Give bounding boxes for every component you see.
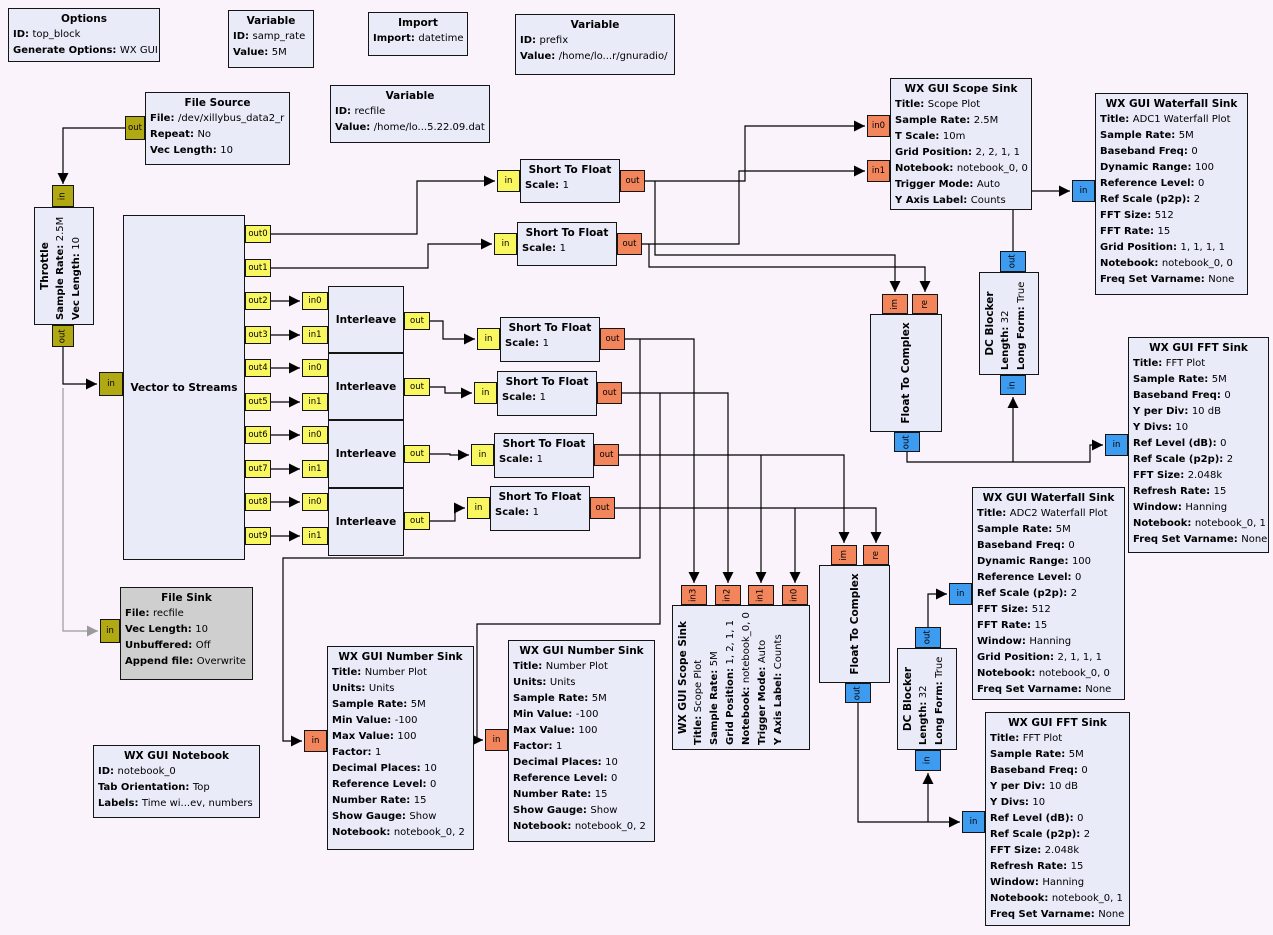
param-line: ID: samp_rate [233,31,306,42]
param-line: Value: 5M [233,47,287,58]
param-line: Min Value: -100 [513,709,599,720]
block-title: File Source [184,97,251,109]
port-vts-out4[interactable]: out4 [245,359,271,377]
port-int3-in0[interactable]: in0 [302,426,328,444]
port-ftc1-im[interactable]: im [882,294,908,314]
wire-dcb2-waterfall2[interactable] [928,594,947,627]
block-params [373,31,463,47]
param-line: Units: Units [513,677,576,688]
wire-int2-stf4[interactable] [430,387,472,393]
param-line: Number Rate: 15 [513,789,608,800]
param-line: Sample Rate: 2.5M [895,115,999,126]
param-line: Decimal Places: 10 [332,763,437,774]
block-dc-blocker-2[interactable] [897,648,957,750]
port-vts-out7[interactable]: out7 [245,460,271,478]
block-params [520,33,670,65]
port-throttle-out[interactable]: out [52,325,74,347]
block-params [513,659,650,835]
block-variable-prefix[interactable] [515,14,675,75]
block-params [332,665,469,841]
param-line: Title: FFT Plot [1133,358,1206,369]
block-float-to-complex-1[interactable] [870,314,942,432]
param-line: Ref Scale (p2p): 2 [977,588,1078,599]
param-line: Baseband Freq: 0 [1133,390,1231,401]
port-int3-out[interactable]: out [404,445,430,463]
param-line: Y per Div: 10 dB [1133,406,1221,417]
port-scope2-in1[interactable]: in1 [748,585,774,605]
param-line: Length: 32 [1000,310,1011,370]
port-dcb2-out[interactable]: out [915,627,941,648]
param-line: Scale: 1 [525,180,569,191]
port-stf1-in[interactable]: in [497,170,520,192]
param-line: Vec Length: 10 [125,624,208,635]
param-line: Show Gauge: Show [513,805,618,816]
param-line: Title: Scope Plot [895,99,981,110]
block-params [125,606,248,670]
port-stf6-in[interactable]: in [467,497,490,519]
param-line: Grid Position: 2, 2, 1, 1 [895,147,1020,158]
block-short-to-float-4[interactable] [497,371,597,416]
block-title: WX GUI FFT Sink [1149,342,1248,354]
port-file-source-out[interactable]: out [125,116,145,140]
param-line: Scale: 1 [499,454,543,465]
port-ftc2-im[interactable]: im [831,545,857,565]
block-title: File Sink [161,592,212,604]
wire-stf6-ftc2-re[interactable] [615,508,876,543]
block-title: Short To Float [525,227,609,239]
param-line: Sample Rate: 5M [977,524,1071,535]
block-float-to-complex-2[interactable] [819,565,890,683]
param-line: Labels: Time wi...ev, numbers [98,798,253,809]
param-line: Factor: 1 [332,747,382,758]
param-line: Reference Level: 0 [332,779,437,790]
port-scope1-in0[interactable]: in0 [867,115,890,137]
wire-ftc1-fft1[interactable] [907,445,1103,462]
port-vts-out5[interactable]: out5 [245,393,271,411]
param-line: Baseband Freq: 0 [1100,146,1198,157]
port-ftc2-re[interactable]: re [863,545,889,565]
port-scope1-in1[interactable]: in1 [867,160,890,182]
block-vector-to-streams[interactable] [123,215,245,560]
param-line: Trigger Mode: Auto [757,639,768,745]
param-line: Y Axis Label: Counts [895,195,1006,206]
param-line: Notebook: notebook_0, 0 [895,163,1028,174]
port-int4-in1[interactable]: in1 [302,527,328,545]
param-line: Window: Hanning [977,636,1072,647]
param-line: Grid Position: 2, 1, 1, 1 [977,652,1102,663]
param-line: Freq Set Varname: None [1100,274,1235,285]
param-line: FFT Size: 2.048k [990,845,1080,856]
param-line: Sample Rate: 2.5M [55,216,66,320]
block-params [895,97,1027,209]
port-stf6-out[interactable]: out [590,497,615,519]
wire-stf4-scope2-in2[interactable] [622,393,728,583]
port-ftc2-out[interactable]: out [845,683,871,703]
param-line: Units: Units [332,683,395,694]
block-title: Variable [570,19,620,31]
param-line: Notebook: notebook_0, 0 [977,668,1110,679]
block-params [525,178,615,194]
port-waterfall1-in[interactable]: in [1072,180,1095,202]
port-fft2-in[interactable]: in [962,811,985,833]
param-line: Sample Rate: 5M [709,651,720,745]
param-line: Scale: 1 [495,507,539,518]
port-stf3-out[interactable]: out [600,328,625,350]
block-params [990,731,1125,923]
wire-filesource-throttle[interactable] [63,128,125,184]
block-title: Throttle [39,242,51,290]
param-line: Number Rate: 15 [332,795,427,806]
param-line: Value: /home/lo...5.22.09.dat [335,122,485,133]
param-line: Reference Level: 0 [1100,178,1205,189]
port-vts-out2[interactable]: out2 [245,292,271,310]
port-stf5-out[interactable]: out [594,444,619,466]
port-scope2-in0[interactable]: in0 [782,585,808,605]
param-line: Ref Scale (p2p): 2 [990,829,1091,840]
block-title: Vector to Streams [130,381,238,394]
param-line: Freq Set Varname: None [977,684,1112,695]
param-line: Dynamic Range: 100 [1100,162,1215,173]
param-line: FFT Rate: 15 [1100,226,1171,237]
param-line: Trigger Mode: Auto [895,179,1001,190]
block-title: Short To Float [498,491,582,503]
port-int2-in1[interactable]: in1 [302,393,328,411]
block-params [916,653,948,745]
param-line: ID: prefix [520,35,569,46]
block-params [691,610,787,745]
block-params [233,29,309,61]
port-vts-out1[interactable]: out1 [245,259,271,277]
param-line: Window: Hanning [1133,502,1228,513]
block-interleave-1[interactable] [328,286,404,353]
param-line: Factor: 1 [513,741,563,752]
param-line: Long Form: True [1016,281,1027,370]
param-line: Min Value: -100 [332,715,418,726]
block-title: Float To Complex [848,573,861,675]
block-title: Interleave [335,516,397,528]
port-throttle-in[interactable]: in [52,185,74,207]
param-line: Ref Level (dB): 0 [1133,438,1227,449]
param-line: Sample Rate: 5M [513,693,607,704]
param-line: Notebook: notebook_0, 0 [741,612,752,745]
port-int4-in0[interactable]: in0 [302,493,328,511]
param-line: Y Divs: 10 [1133,422,1189,433]
block-throttle[interactable] [34,207,94,325]
param-line: Baseband Freq: 0 [990,765,1088,776]
param-line: Append file: Overwrite [125,656,246,667]
port-ftc1-out[interactable]: out [894,432,920,452]
port-int1-in0[interactable]: in0 [302,292,328,310]
port-waterfall2-in[interactable]: in [949,583,972,605]
block-number-sink-2[interactable] [508,640,655,842]
port-vts-out3[interactable]: out3 [245,326,271,344]
param-line: FFT Size: 512 [977,604,1051,615]
port-stf4-out[interactable]: out [597,382,622,404]
block-title: WX GUI Scope Sink [677,621,689,734]
port-stf2-in[interactable]: in [494,233,517,255]
block-interleave-4[interactable] [328,488,404,556]
param-line: ID: top_block [13,29,81,40]
block-params [998,277,1030,370]
param-line: Length: 32 [918,685,929,745]
param-line: Notebook: notebook_0, 0 [1100,258,1233,269]
param-line: File: recfile [125,608,184,619]
port-stf4-in[interactable]: in [474,382,497,404]
param-line: Freq Set Varname: None [1133,534,1268,545]
block-title: Short To Float [528,164,612,176]
block-params [98,764,255,812]
block-params [499,452,589,468]
block-params [977,506,1120,698]
block-title: Options [61,13,107,25]
block-dc-blocker-1[interactable] [979,272,1039,375]
block-title: WX GUI Waterfall Sink [982,492,1115,504]
block-fft-sink-bottom[interactable] [985,712,1130,926]
port-numbersink1-in[interactable]: in [304,730,327,752]
port-ftc1-re[interactable]: re [912,294,938,314]
param-line: Refresh Rate: 15 [1133,486,1227,497]
port-numbersink2-in[interactable]: in [485,729,508,751]
param-line: Title: FFT Plot [990,733,1063,744]
param-line: Y Axis Label: Counts [773,634,784,745]
param-line: Title: Scope Plot [693,659,704,745]
block-params [495,505,585,521]
port-fft1-in[interactable]: in [1105,434,1128,456]
block-short-to-float-6[interactable] [490,486,590,531]
block-title: Interleave [335,448,397,460]
block-title: WX GUI Number Sink [519,645,644,657]
block-params [1133,356,1268,548]
block-params [13,27,158,59]
block-title: Variable [385,90,435,102]
param-line: Generate Options: WX GUI [13,45,158,56]
param-line: Y per Div: 10 dB [990,781,1078,792]
block-title: WX GUI Notebook [123,750,230,762]
block-params [505,336,595,352]
port-stf2-out[interactable]: out [617,233,642,255]
param-line: ID: recfile [335,106,386,117]
port-vts-in[interactable]: in [99,372,123,396]
block-title: Interleave [335,313,397,326]
block-interleave-3[interactable] [328,420,404,488]
param-line: Show Gauge: Show [332,811,437,822]
block-title: Float To Complex [900,322,912,424]
param-line: Refresh Rate: 15 [990,861,1084,872]
param-line: Scale: 1 [502,392,546,403]
block-short-to-float-1[interactable] [520,159,620,203]
param-line: Unbuffered: Off [125,640,211,651]
param-line: Reference Level: 0 [977,572,1082,583]
wire-stf2-ftc-re[interactable] [649,244,925,292]
block-title: WX GUI FFT Sink [1008,717,1107,729]
block-number-sink-1[interactable] [327,646,474,850]
block-params [150,111,285,159]
block-title: WX GUI Scope Sink [904,83,1018,95]
port-dcb2-in[interactable]: in [915,750,941,771]
block-notebook[interactable] [93,745,260,818]
wire-throttle-filesink-disabled[interactable] [63,388,98,631]
port-scope2-in3[interactable]: in3 [681,585,707,605]
block-title: WX GUI Number Sink [338,651,463,663]
block-interleave-2[interactable] [328,353,404,420]
param-line: Ref Scale (p2p): 2 [1133,454,1234,465]
wire-int4-stf6[interactable] [430,508,465,521]
block-params [1100,112,1243,288]
block-title: Interleave [335,380,397,393]
port-scope2-in2[interactable]: in2 [715,585,741,605]
param-line: Decimal Places: 10 [513,757,618,768]
param-line: Tab Orientation: Top [98,782,210,793]
block-fft-sink-top[interactable] [1128,337,1269,553]
param-line: Vec Length: 10 [150,145,233,156]
param-line: Sample Rate: 5M [1100,130,1194,141]
param-line: Window: Hanning [990,877,1085,888]
block-title: Import [398,17,438,29]
block-file-source[interactable] [145,92,290,165]
param-line: Notebook: notebook_0, 2 [513,821,646,832]
port-int1-in1[interactable]: in1 [302,326,328,344]
port-file-sink-in[interactable]: in [100,619,120,643]
param-line: Import: datetime [373,33,464,44]
param-line: Vec Length: 10 [71,237,82,320]
block-params [502,390,592,406]
wire-int3-stf5[interactable] [430,454,469,455]
port-int3-in1[interactable]: in1 [302,460,328,478]
block-title: DC Blocker [984,291,996,356]
block-short-to-float-3[interactable] [500,317,600,362]
param-line: Dynamic Range: 100 [977,556,1092,567]
block-title: Variable [246,15,296,27]
param-line: Ref Level (dB): 0 [990,813,1084,824]
block-waterfall-sink-adc2[interactable] [972,487,1125,700]
block-short-to-float-5[interactable] [494,433,594,478]
param-line: Y Divs: 10 [990,797,1046,808]
param-line: Scale: 1 [522,243,566,254]
block-params [53,212,85,320]
block-params [522,241,612,257]
param-line: Grid Position: 1, 2, 1, 1 [725,620,736,745]
param-line: Max Value: 100 [513,725,598,736]
port-stf5-in[interactable]: in [471,444,494,466]
block-file-sink[interactable] [120,587,253,680]
param-line: FFT Size: 2.048k [1133,470,1223,481]
port-stf1-out[interactable]: out [620,170,645,192]
block-import[interactable] [368,12,468,56]
param-line: Notebook: notebook_0, 1 [1133,518,1266,529]
param-line: Title: ADC1 Waterfall Plot [1100,114,1231,125]
param-line: Title: ADC2 Waterfall Plot [977,508,1108,519]
block-params [335,104,485,136]
param-line: T Scale: 10m [895,131,966,142]
param-line: Sample Rate: 5M [332,699,426,710]
wire-out0-stf1[interactable] [271,181,495,234]
param-line: Scale: 1 [505,338,549,349]
block-scope-sink-bottom[interactable] [672,605,810,750]
param-line: Ref Scale (p2p): 2 [1100,194,1201,205]
block-scope-sink-top[interactable] [890,78,1032,210]
param-line: Notebook: notebook_0, 2 [332,827,465,838]
param-line: Freq Set Varname: None [990,909,1125,920]
block-title: WX GUI Waterfall Sink [1105,98,1238,110]
param-line: ID: notebook_0 [98,766,176,777]
param-line: Sample Rate: 5M [990,749,1084,760]
port-vts-out9[interactable]: out9 [245,527,271,545]
block-title: DC Blocker [902,666,914,732]
param-line: Max Value: 100 [332,731,417,742]
param-line: FFT Rate: 15 [977,620,1048,631]
block-title: Short To Float [508,322,592,334]
wire-throttle-vts[interactable] [63,347,97,384]
param-line: FFT Size: 512 [1100,210,1174,221]
block-title: Short To Float [502,438,586,450]
param-line: Long Form: True [934,656,945,745]
wire-stf2-scope-in1[interactable] [642,171,865,244]
param-line: Grid Position: 1, 1, 1, 1 [1100,242,1225,253]
wire-out1-stf2[interactable] [271,244,492,268]
wire-stf1-ftc-im[interactable] [655,181,895,292]
wire-int1-stf3[interactable] [430,321,475,339]
block-title: Short To Float [505,376,589,388]
param-line: File: /dev/xillybus_data2_r [150,113,285,124]
port-vts-out0[interactable]: out0 [245,225,271,243]
port-dcb1-out[interactable]: out [1000,251,1026,272]
port-vts-out6[interactable]: out6 [245,426,271,444]
port-vts-out8[interactable]: out8 [245,493,271,511]
block-short-to-float-2[interactable] [517,222,617,266]
port-int2-out[interactable]: out [404,378,430,396]
block-variable-recfile[interactable] [330,85,490,143]
param-line: Reference Level: 0 [513,773,618,784]
port-int4-out[interactable]: out [404,512,430,530]
port-int2-in0[interactable]: in0 [302,359,328,377]
param-line: Sample Rate: 5M [1133,374,1227,385]
param-line: Title: Number Plot [513,661,608,672]
block-waterfall-sink-adc1[interactable] [1095,93,1248,295]
param-line: Repeat: No [150,129,212,140]
wire-stf1-scope-in0[interactable] [645,126,865,181]
block-options[interactable] [8,8,160,62]
port-stf3-in[interactable]: in [477,328,500,350]
param-line: Notebook: notebook_0, 1 [990,893,1123,904]
param-line: Baseband Freq: 0 [977,540,1075,551]
block-variable-samp-rate[interactable] [228,10,314,68]
param-line: Title: Number Plot [332,667,427,678]
port-dcb1-in[interactable]: in [1000,375,1026,395]
port-int1-out[interactable]: out [404,312,430,330]
param-line: Value: /home/lo...r/gnuradio/ [520,51,668,62]
wire-stf5-ftc2-im[interactable] [619,455,844,543]
